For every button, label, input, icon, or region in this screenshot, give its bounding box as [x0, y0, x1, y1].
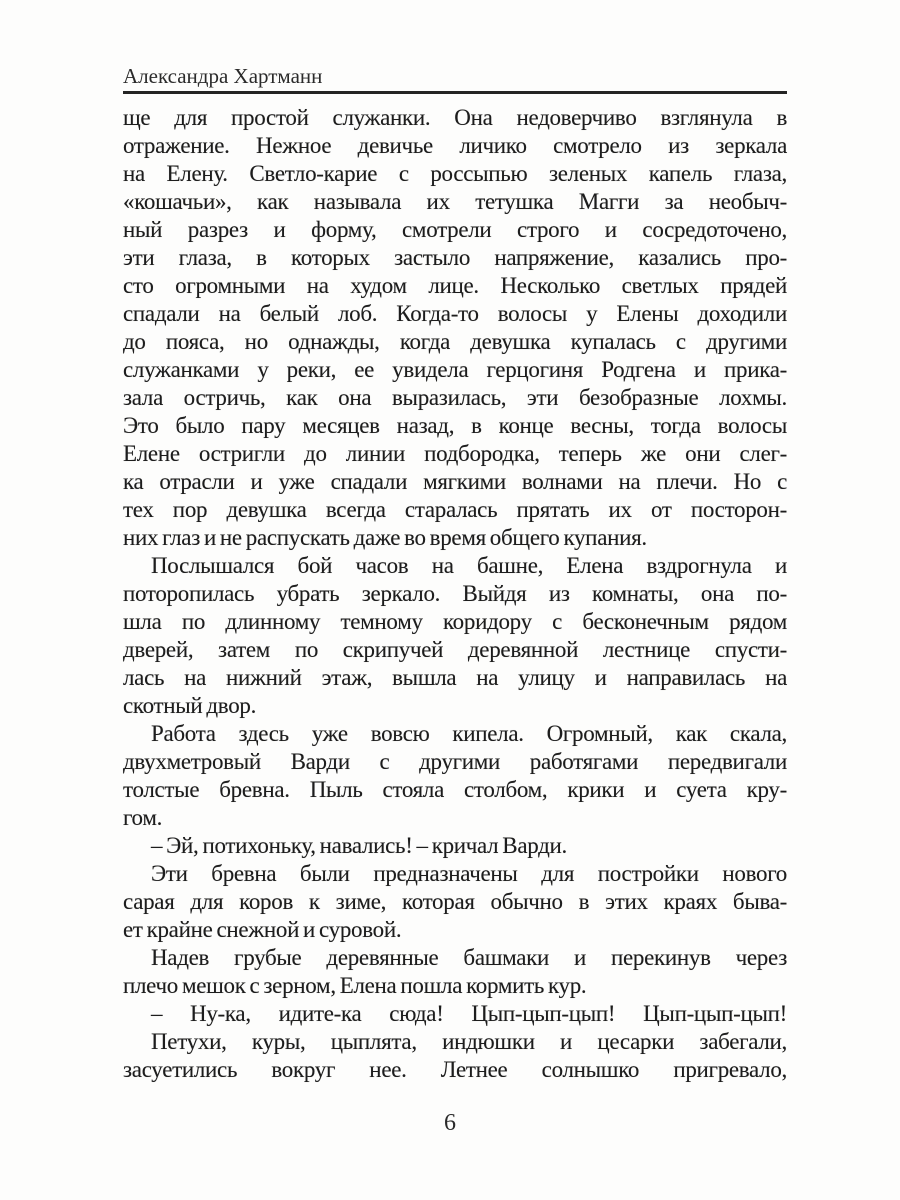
text-line: сто огромными на худом лице. Несколько светлых прядей	[123, 273, 787, 298]
header-rule	[123, 91, 787, 94]
page-body	[123, 104, 787, 1084]
text-line: плечо мешок с зерном, Елена пошла кормить кур.	[123, 973, 587, 998]
text-line: скотный двор.	[123, 693, 257, 718]
text-line: «кошачьи», как называла их тетушка Магги за необыч-	[123, 189, 787, 214]
text-line: на Елену. Светло-карие с россыпью зеленых капель глаза,	[123, 161, 787, 186]
text-line: эти глаза, в которых застыло напряжение, казались про-	[123, 245, 787, 270]
text-line: двухметровый Варди с другими работягами передвигали	[123, 749, 787, 774]
text-line: спадали на белый лоб. Когда-то волосы у Елены доходили	[123, 301, 787, 326]
page-number: 6	[444, 1110, 456, 1136]
paragraph	[123, 1028, 787, 1084]
paragraph	[123, 860, 787, 944]
paragraph	[123, 1000, 787, 1028]
text-line: до пояса, но однажды, когда девушка купалась с другими	[123, 329, 787, 354]
text-line: отражение. Нежное девичье личико смотрело из зеркала	[123, 133, 787, 158]
text-line: Послышался бой часов на башне, Елена вздрогнула и	[151, 553, 787, 578]
text-line: толстые бревна. Пыль стояла столбом, крики и суета кру-	[123, 777, 787, 802]
paragraph	[123, 720, 787, 832]
text-line: засуетились вокруг нее. Летнее солнышко пригревало,	[123, 1057, 787, 1082]
text-line: поторопилась убрать зеркало. Выйдя из комнаты, она по-	[123, 581, 787, 606]
text-line: дверей, затем по скрипучей деревянной лестнице спусти-	[123, 637, 787, 662]
text-line: сарая для коров к зиме, которая обычно в этих краях быва-	[123, 889, 787, 914]
paragraph	[123, 944, 787, 1000]
text-line: Петухи, куры, цыплята, индюшки и цесарки забегали,	[151, 1029, 787, 1054]
text-line: шла по длинному темному коридору с бесконечным рядом	[123, 609, 787, 634]
text-line: ще для простой служанки. Она недоверчиво взглянула в	[123, 105, 787, 130]
text-line: лась на нижний этаж, вышла на улицу и направилась на	[123, 665, 787, 690]
paragraph	[123, 104, 787, 552]
paragraph	[123, 552, 787, 720]
text-line: ный разрез и форму, смотрели строго и сосредоточено,	[123, 217, 787, 242]
text-line: Надев грубые деревянные башмаки и перекинув через	[151, 945, 787, 970]
text-line: служанками у реки, ее увидела герцогиня Родгена и прика-	[123, 357, 787, 382]
text-line: – Эй, потихоньку, навались! – кричал Варди.	[151, 833, 567, 858]
text-line: ка отрасли и уже спадали мягкими волнами на плечи. Но с	[123, 469, 787, 494]
text-line: зала остричь, как она выразилась, эти безобразные лохмы.	[123, 385, 787, 410]
paragraph	[123, 832, 787, 860]
text-line: тех пор девушка всегда старалась прятать их от посторон-	[123, 497, 787, 522]
text-line: ет крайне снежной и суровой.	[123, 917, 402, 942]
running-header-author: Александра Хартманн	[123, 64, 323, 88]
text-line: Работа здесь уже вовсю кипела. Огромный, как скала,	[151, 721, 787, 746]
text-line: них глаз и не распускать даже во время общего купания.	[123, 525, 647, 550]
text-line: Эти бревна были предназначены для постройки нового	[151, 861, 787, 886]
text-line: гом.	[123, 805, 163, 830]
text-line: Елене остригли до линии подбородка, теперь же они слег-	[123, 441, 787, 466]
text-line: Это было пару месяцев назад, в конце весны, тогда волосы	[123, 413, 787, 438]
text-line: – Ну-ка, идите-ка сюда! Цып-цып-цып! Цып-цып-цып!	[151, 1001, 787, 1026]
